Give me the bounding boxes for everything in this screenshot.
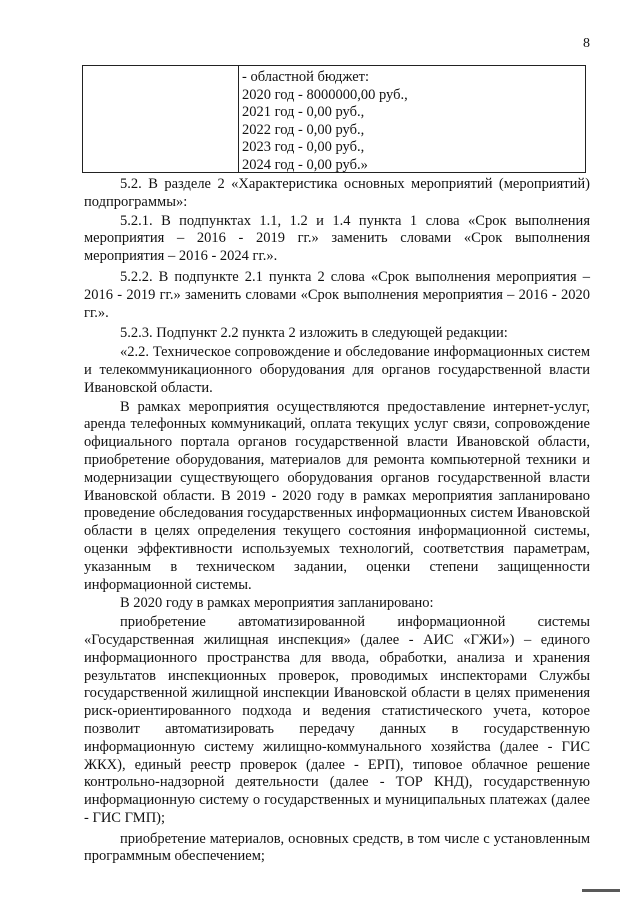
document-body (84, 176, 590, 866)
budget-line: - областной бюджет: (242, 69, 370, 85)
paragraph-5-2-1: 5.2.1. В подпунктах 1.1, 1.2 и 1.4 пункта 1 слова «Срок выполнения мероприятия – 2016 - 2019 гг.» заменить словами «Срок выполнения мероприятия – 2016 - 2024 гг.». (84, 212, 590, 265)
paragraph-2020-plan: В 2020 году в рамках мероприятия запланировано: (120, 595, 434, 612)
scan-mark (582, 889, 620, 892)
page-number: 8 (583, 36, 590, 51)
budget-line: 2021 год - 0,00 руб., (242, 104, 365, 120)
paragraph-2-2-title: «2.2. Техническое сопровождение и обследование информационных систем и телекоммуникационного оборудования для органов государственной власти Ивановской области. (84, 344, 590, 396)
paragraph-ais-gzhi: приобретение автоматизированной информационной системы «Государственная жилищная инспекция» (далее - АИС «ГЖИ») – единого информационного пространства для ввода, обработки, анализа и хранения результатов инспекционных проверок, проводимых инспекторами Службы государственной жилищной инспекции Ивановской области в целях применения риск-ориентированного подхода и ведения статистического учета, которое позволит автоматизировать передачу данных в государственную информационную систему жилищно-коммунального хозяйства (далее - ГИС ЖКХ), единый реестр проверок (далее - ЕРП), типовое облачное решение контрольно-надзорной деятельности (далее - ТОР КНД), государственную информационную систему о государственных и муниципальных платежах (далее - ГИС ГМП); (84, 614, 590, 826)
budget-table (82, 65, 586, 173)
paragraph-materials: приобретение материалов, основных средств, в том числе с установленным программным обеспечением; (84, 830, 590, 865)
budget-line: 2020 год - 8000000,00 руб., (242, 86, 408, 103)
paragraph-5-2-3: 5.2.3. Подпункт 2.2 пункта 2 изложить в следующей редакции: (120, 325, 508, 342)
table-cell-budget (239, 66, 585, 172)
budget-line: 2023 год - 0,00 руб., (242, 139, 365, 155)
budget-line: 2024 год - 0,00 руб.» (242, 156, 368, 173)
paragraph-5-2-2: 5.2.2. В подпункте 2.1 пункта 2 слова «Срок выполнения мероприятия – 2016 - 2019 гг.» заменить словами «Срок выполнения мероприятия – 2016 - 2020 гг.». (84, 268, 590, 321)
paragraph-activity-description: В рамках мероприятия осуществляются предоставление интернет-услуг, аренда телефонных коммуникаций, оплата текущих услуг связи, сопровождение официального портала органов государственной власти Ивановской области, приобретение оборудования, материалов для ремонта компьютерной техники и модернизации существующего оборудования органов государственной власти Ивановской области. В 2019 - 2020 году в рамках мероприятия запланировано проведение обследования государственных информационных систем Ивановской области в целях определения текущего состояния информационной системы, оценки эффективности используемых технологий, соответствия параметрам, указанным в техническом задании, оценки степени защищенности информационной системы. (84, 398, 590, 593)
paragraph-5-2: 5.2. В разделе 2 «Характеристика основных мероприятий (мероприятий) подпрограммы»: (84, 176, 590, 210)
budget-line: 2022 год - 0,00 руб., (242, 121, 365, 138)
table-cell-empty (83, 66, 239, 172)
